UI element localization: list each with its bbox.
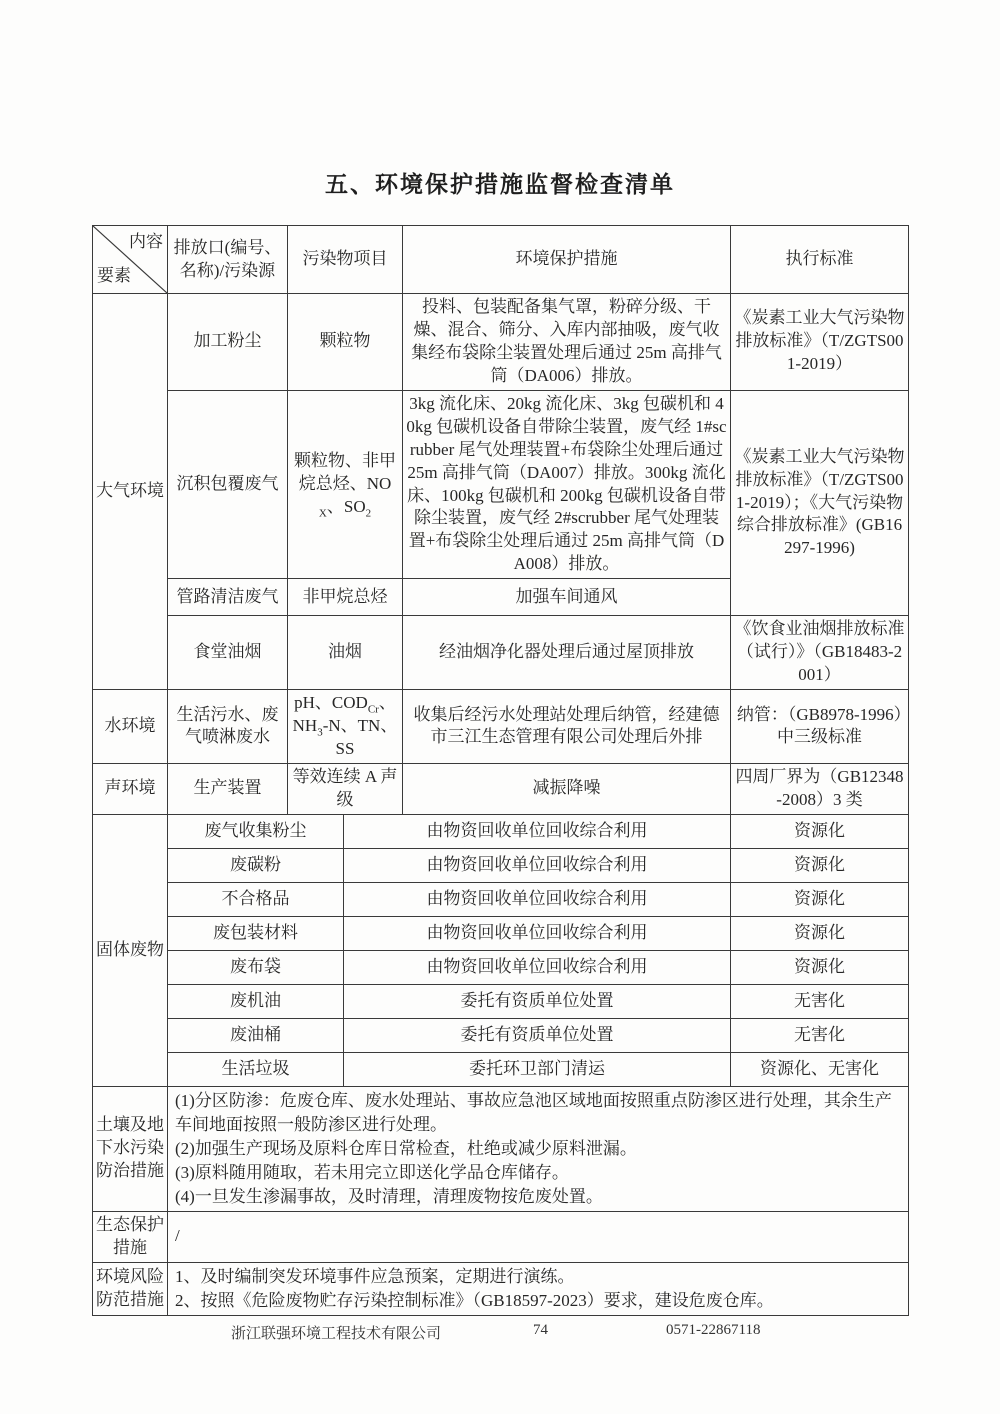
page-footer — [0, 1322, 1000, 1344]
pollutant-cell — [288, 390, 403, 579]
waste-disposal: 资源化 — [731, 916, 909, 950]
waste-disposal: 无害化 — [731, 1018, 909, 1052]
checklist-table — [92, 225, 909, 1316]
standard-cell: 《炭素工业大气污染物排放标准》（T/ZGTS001-2019）；《大气污染物综合排放标准》(GB16297-1996) — [731, 390, 909, 616]
header-outlet: 排放口(编号、名称)/污染源 — [168, 226, 288, 294]
waste-name: 不合格品 — [168, 882, 344, 916]
solid-waste-row — [93, 1018, 909, 1052]
soil-row — [93, 1086, 909, 1211]
pollutant-subscript: 3 — [317, 726, 323, 739]
pollutant-subscript: Cr — [367, 703, 379, 716]
waste-name: 废碳粉 — [168, 848, 344, 882]
waste-measure: 由物资回收单位回收综合利用 — [344, 882, 731, 916]
soil-line: (3)原料随用随取，若未用完立即送化学品仓库储存。 — [175, 1162, 569, 1182]
soil-content — [168, 1086, 909, 1211]
eco-label: 生态保护措施 — [93, 1211, 168, 1262]
corner-label-content: 内容 — [129, 232, 163, 251]
pollutant-text: 颗粒物、非甲烷总烃、NO — [294, 451, 396, 494]
water-row — [93, 690, 909, 764]
pollutant-cell: 非甲烷总烃 — [288, 579, 403, 616]
waste-measure: 委托环卫部门清运 — [344, 1052, 731, 1086]
air-environment-label: 大气环境 — [93, 294, 168, 690]
waste-measure: 由物资回收单位回收综合利用 — [344, 916, 731, 950]
standard-cell: 《饮食业油烟排放标准（试行）》（GB18483-2001） — [731, 616, 909, 690]
waste-name: 废油桶 — [168, 1018, 344, 1052]
source-cell: 管路清洁废气 — [168, 579, 288, 616]
air-row-2 — [93, 390, 909, 579]
solid-waste-label: 固体废物 — [93, 814, 168, 1086]
pollutant-text: 、NH — [292, 693, 396, 735]
header-standard: 执行标准 — [731, 226, 909, 294]
waste-measure: 由物资回收单位回收综合利用 — [344, 814, 731, 848]
measure-cell: 3kg 流化床、20kg 流化床、3kg 包碳机和 40kg 包碳机设备自带除尘装置，废气经 1#scrubber 尾气处理装置+布袋除尘处理后通过 25m 高排气筒（DA007）排放。300kg 流化床、100kg 包碳机和 200kg 包碳机设备自带除尘装置，废气经 2#scrubber 尾气处理装置+布袋除尘处理后通过 25m 高排气筒（DA008）排放。 — [403, 390, 731, 579]
waste-disposal: 资源化 — [731, 814, 909, 848]
source-cell: 食堂油烟 — [168, 616, 288, 690]
footer-page-number: 74 — [533, 1322, 548, 1338]
solid-waste-row — [93, 814, 909, 848]
pollutant-text: pH、COD — [294, 693, 368, 713]
soil-label: 土壤及地下水污染防治措施 — [93, 1086, 168, 1211]
waste-disposal: 资源化 — [731, 848, 909, 882]
risk-content — [168, 1262, 909, 1315]
solid-waste-row — [93, 1052, 909, 1086]
measure-cell: 加强车间通风 — [403, 579, 731, 616]
waste-name: 生活垃圾 — [168, 1052, 344, 1086]
corner-label-factor: 要素 — [97, 266, 131, 286]
source-cell: 生产装置 — [168, 763, 288, 814]
waste-measure: 由物资回收单位回收综合利用 — [344, 848, 731, 882]
measure-cell: 减振降噪 — [403, 763, 731, 814]
corner-cell — [93, 226, 168, 294]
eco-content: / — [168, 1211, 909, 1262]
pollutant-text: 、SO — [326, 496, 366, 516]
soil-line: (4)一旦发生渗漏事故，及时清理，清理废物按危废处置。 — [175, 1186, 603, 1206]
solid-waste-row — [93, 882, 909, 916]
waste-measure: 委托有资质单位处置 — [344, 984, 731, 1018]
measure-cell: 经油烟净化器处理后通过屋顶排放 — [403, 616, 731, 690]
standard-cell: 《炭素工业大气污染物排放标准》（T/ZGTS001-2019） — [731, 294, 909, 391]
risk-label: 环境风险防范措施 — [93, 1262, 168, 1315]
measure-cell: 收集后经污水处理站处理后纳管，经建德市三江生态管理有限公司处理后外排 — [403, 690, 731, 764]
waste-measure: 委托有资质单位处置 — [344, 1018, 731, 1052]
air-row-1 — [93, 294, 909, 391]
noise-row — [93, 763, 909, 814]
waste-measure: 由物资回收单位回收综合利用 — [344, 950, 731, 984]
page-title: 五、环境保护措施监督检查清单 — [325, 172, 675, 197]
air-row-4 — [93, 616, 909, 690]
pollutant-cell: 颗粒物 — [288, 294, 403, 391]
waste-disposal: 资源化、无害化 — [731, 1052, 909, 1086]
pollutant-cell: 等效连续 A 声级 — [288, 763, 403, 814]
soil-line: (2)加强生产现场及原料仓库日常检查，杜绝或减少原料泄漏。 — [175, 1138, 637, 1158]
header-pollutant: 污染物项目 — [288, 226, 403, 294]
measure-cell: 投料、包装配备集气罩，粉碎分级、干燥、混合、筛分、入库内部抽吸，废气收集经布袋除尘装置处理后通过 25m 高排气筒（DA006）排放。 — [403, 294, 731, 391]
waste-disposal: 无害化 — [731, 984, 909, 1018]
standard-cell: 四周厂界为（GB12348-2008）3 类 — [731, 763, 909, 814]
waste-name: 废包装材料 — [168, 916, 344, 950]
header-row — [93, 226, 909, 294]
risk-line: 1、及时编制突发环境事件应急预案，定期进行演练。 — [175, 1266, 575, 1286]
soil-line: (1)分区防渗：危废仓库、废水处理站、事故应急池区域地面按照重点防渗区进行处理，其余生产车间地面按照一般防渗区进行处理。 — [175, 1090, 892, 1134]
pollutant-subscript: 2 — [365, 507, 372, 520]
waste-name: 废布袋 — [168, 950, 344, 984]
standard-cell: 纳管：（GB8978-1996）中三级标准 — [731, 690, 909, 764]
water-environment-label: 水环境 — [93, 690, 168, 764]
eco-row — [93, 1211, 909, 1262]
risk-line: 2、按照《危险废物贮存污染控制标准》（GB18597-2023）要求，建设危废仓库。 — [175, 1290, 774, 1310]
footer-phone: 0571-22867118 — [666, 1322, 761, 1338]
waste-disposal: 资源化 — [731, 882, 909, 916]
waste-name: 废机油 — [168, 984, 344, 1018]
pollutant-cell: 油烟 — [288, 616, 403, 690]
solid-waste-row — [93, 984, 909, 1018]
waste-disposal: 资源化 — [731, 950, 909, 984]
solid-waste-row — [93, 848, 909, 882]
solid-waste-row — [93, 916, 909, 950]
pollutant-text: -N、TN、SS — [322, 716, 398, 758]
source-cell: 沉积包覆废气 — [168, 390, 288, 579]
footer-company: 浙江联强环境工程技术有限公司 — [231, 1326, 442, 1342]
risk-row — [93, 1262, 909, 1315]
source-cell: 生活污水、废气喷淋废水 — [168, 690, 288, 764]
source-cell: 加工粉尘 — [168, 294, 288, 391]
header-measure: 环境保护措施 — [403, 226, 731, 294]
solid-waste-row — [93, 950, 909, 984]
pollutant-cell — [288, 690, 403, 764]
noise-environment-label: 声环境 — [93, 763, 168, 814]
pollutant-subscript: X — [318, 507, 327, 520]
waste-name: 废气收集粉尘 — [168, 814, 344, 848]
